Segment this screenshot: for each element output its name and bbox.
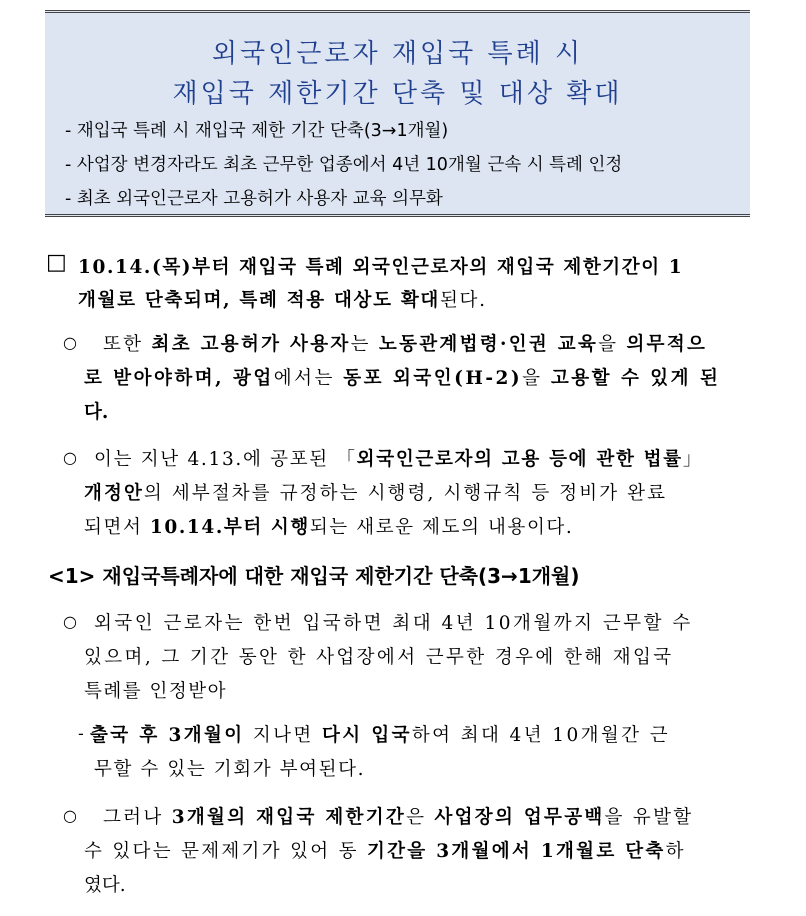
paragraph-4-line3: 특례를 인정받아 — [84, 681, 227, 702]
paragraph-2-line1: 또한 최초 고용허가 사용자는 노동관계법령·인권 교육을 의무적으 — [103, 334, 708, 355]
paragraph-2-line3: 다. — [84, 402, 109, 423]
paragraph-1-line1: 10.14.(목)부터 재입국 특례 외국인근로자의 재입국 제한기간이 1 — [78, 257, 684, 278]
summary-title-line1: 외국인근로자 재입국 특례 시 — [211, 39, 584, 69]
summary-box — [45, 10, 750, 217]
paragraph-1-line2: 개월로 단축되며, 특례 적용 대상도 확대된다. — [78, 290, 487, 311]
paragraph-5-line1: 출국 후 3개월이 지나면 다시 입국하여 최대 4년 10개월간 근 — [90, 725, 670, 746]
summary-bullet: - 최초 외국인근로자 고용허가 사용자 교육 의무화 — [65, 189, 443, 209]
summary-bullet: - 사업장 변경자라도 최초 근무한 업종에서 4년 10개월 근속 시 특례 인정 — [65, 155, 623, 175]
circle-bullet-marker: ○ — [63, 612, 77, 631]
dash-bullet-marker: - — [78, 724, 84, 743]
paragraph-3-line3: 되면서 10.14.부터 시행되는 새로운 제도의 내용이다. — [84, 517, 574, 538]
circle-bullet-marker: ○ — [63, 448, 77, 467]
circle-bullet-marker: ○ — [63, 333, 77, 352]
paragraph-6-line2: 수 있다는 문제제기가 있어 동 기간을 3개월에서 1개월로 단축하 — [84, 841, 686, 862]
paragraph-4-line2: 있으며, 그 기간 동안 한 사업장에서 근무한 경우에 한해 재입국 — [84, 647, 674, 668]
circle-bullet-marker: ○ — [63, 806, 77, 825]
summary-bullet: - 재입국 특례 시 재입국 제한 기간 단축(3→1개월) — [65, 121, 449, 141]
paragraph-2-line2: 로 받아야하며, 광업에서는 동포 외국인(H-2)을 고용할 수 있게 된 — [84, 368, 721, 389]
paragraph-4-line1: 외국인 근로자는 한번 입국하면 최대 4년 10개월까지 근무할 수 — [94, 613, 693, 634]
paragraph-3-line2: 개정안의 세부절차를 규정하는 시행령, 시행규칙 등 정비가 완료 — [84, 483, 668, 504]
section-heading-1: <1> 재입국특례자에 대한 재입국 제한기간 단축(3→1개월) — [48, 564, 580, 588]
paragraph-6-line3: 였다. — [84, 875, 126, 896]
paragraph-5-line2: 무할 수 있는 기회가 부여된다. — [94, 759, 366, 780]
summary-title-line2: 재입국 제한기간 단축 및 대상 확대 — [172, 79, 623, 109]
paragraph-3-line1: 이는 지난 4.13.에 공포된 「외국인근로자의 고용 등에 관한 법률」 — [94, 449, 704, 470]
paragraph-6-line1: 그러나 3개월의 재입국 제한기간은 사업장의 업무공백을 유발할 — [103, 807, 694, 828]
square-bullet-marker: □ — [46, 250, 67, 275]
